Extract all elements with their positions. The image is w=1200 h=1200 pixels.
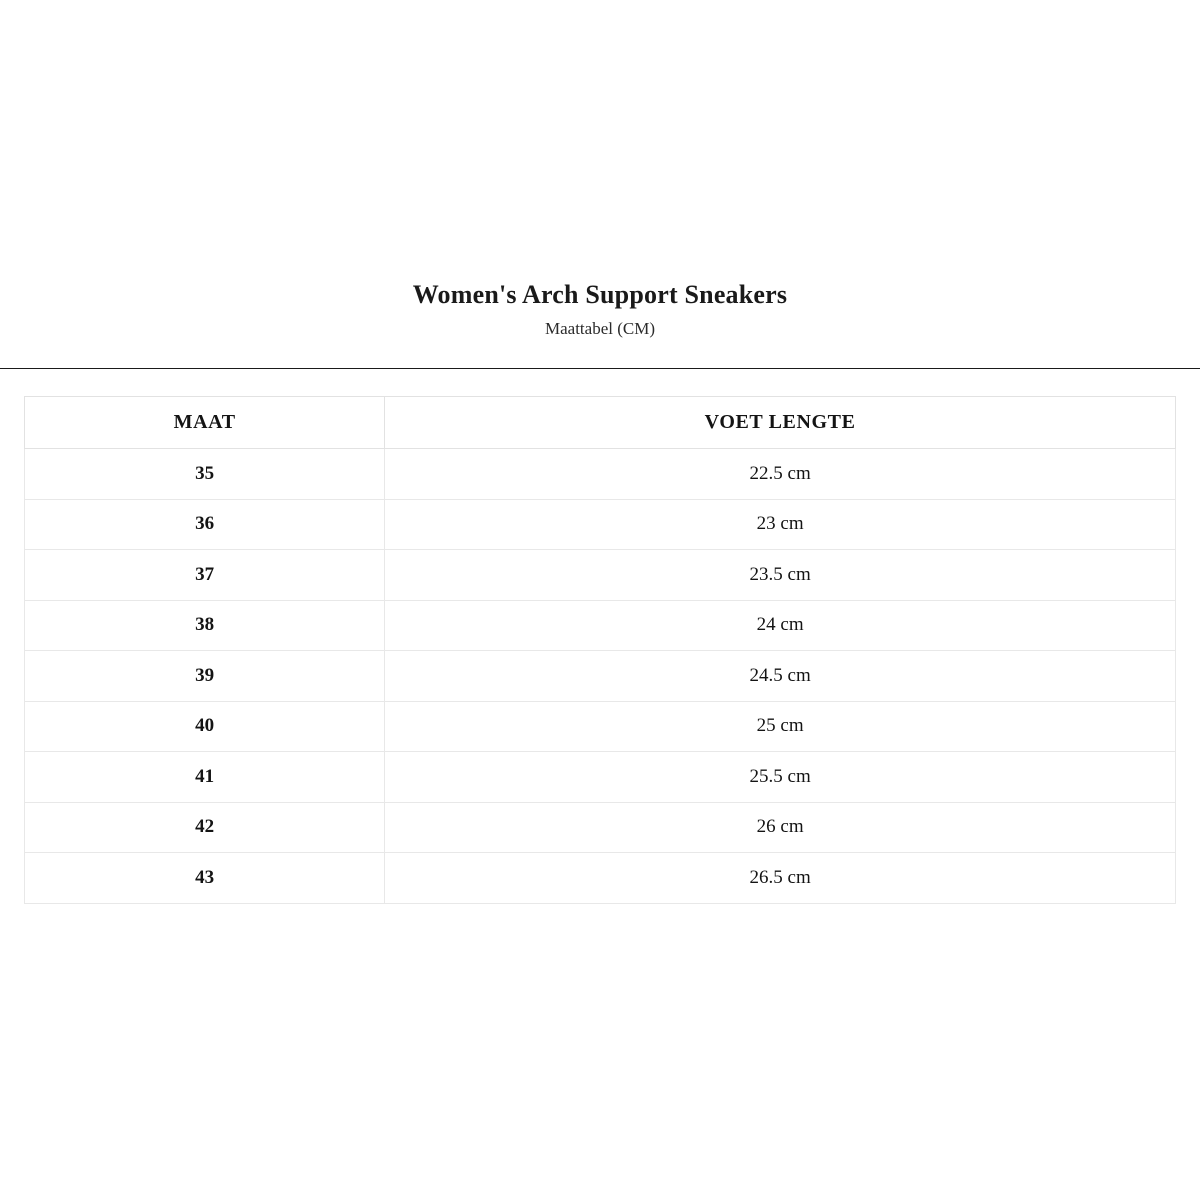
- cell-foot-length: 25 cm: [385, 701, 1176, 752]
- cell-size: 37: [25, 550, 385, 601]
- table-row: [25, 853, 1176, 904]
- column-header-size: MAAT: [25, 397, 385, 449]
- cell-size: 42: [25, 802, 385, 853]
- chart-header: [0, 278, 1200, 340]
- table-row: [25, 550, 1176, 601]
- cell-foot-length: 22.5 cm: [385, 449, 1176, 500]
- table-row: [25, 752, 1176, 803]
- cell-size: 38: [25, 600, 385, 651]
- cell-foot-length: 23 cm: [385, 499, 1176, 550]
- page-title: Women's Arch Support Sneakers: [412, 280, 788, 309]
- size-table-container: [24, 396, 1176, 904]
- cell-foot-length: 26.5 cm: [385, 853, 1176, 904]
- size-table: [24, 396, 1176, 904]
- table-body: [25, 449, 1176, 904]
- cell-foot-length: 23.5 cm: [385, 550, 1176, 601]
- cell-foot-length: 24 cm: [385, 600, 1176, 651]
- table-row: [25, 802, 1176, 853]
- cell-size: 39: [25, 651, 385, 702]
- cell-size: 43: [25, 853, 385, 904]
- cell-size: 36: [25, 499, 385, 550]
- table-row: [25, 449, 1176, 500]
- table-row: [25, 600, 1176, 651]
- cell-foot-length: 24.5 cm: [385, 651, 1176, 702]
- table-row: [25, 651, 1176, 702]
- table-header-row: [25, 397, 1176, 449]
- cell-size: 40: [25, 701, 385, 752]
- cell-size: 41: [25, 752, 385, 803]
- column-header-foot-length: VOET LENGTE: [385, 397, 1176, 449]
- table-header: [25, 397, 1176, 449]
- table-row: [25, 701, 1176, 752]
- header-divider: [0, 368, 1200, 369]
- cell-foot-length: 26 cm: [385, 802, 1176, 853]
- page-subtitle: Maattabel (CM): [545, 319, 655, 338]
- cell-size: 35: [25, 449, 385, 500]
- cell-foot-length: 25.5 cm: [385, 752, 1176, 803]
- table-row: [25, 499, 1176, 550]
